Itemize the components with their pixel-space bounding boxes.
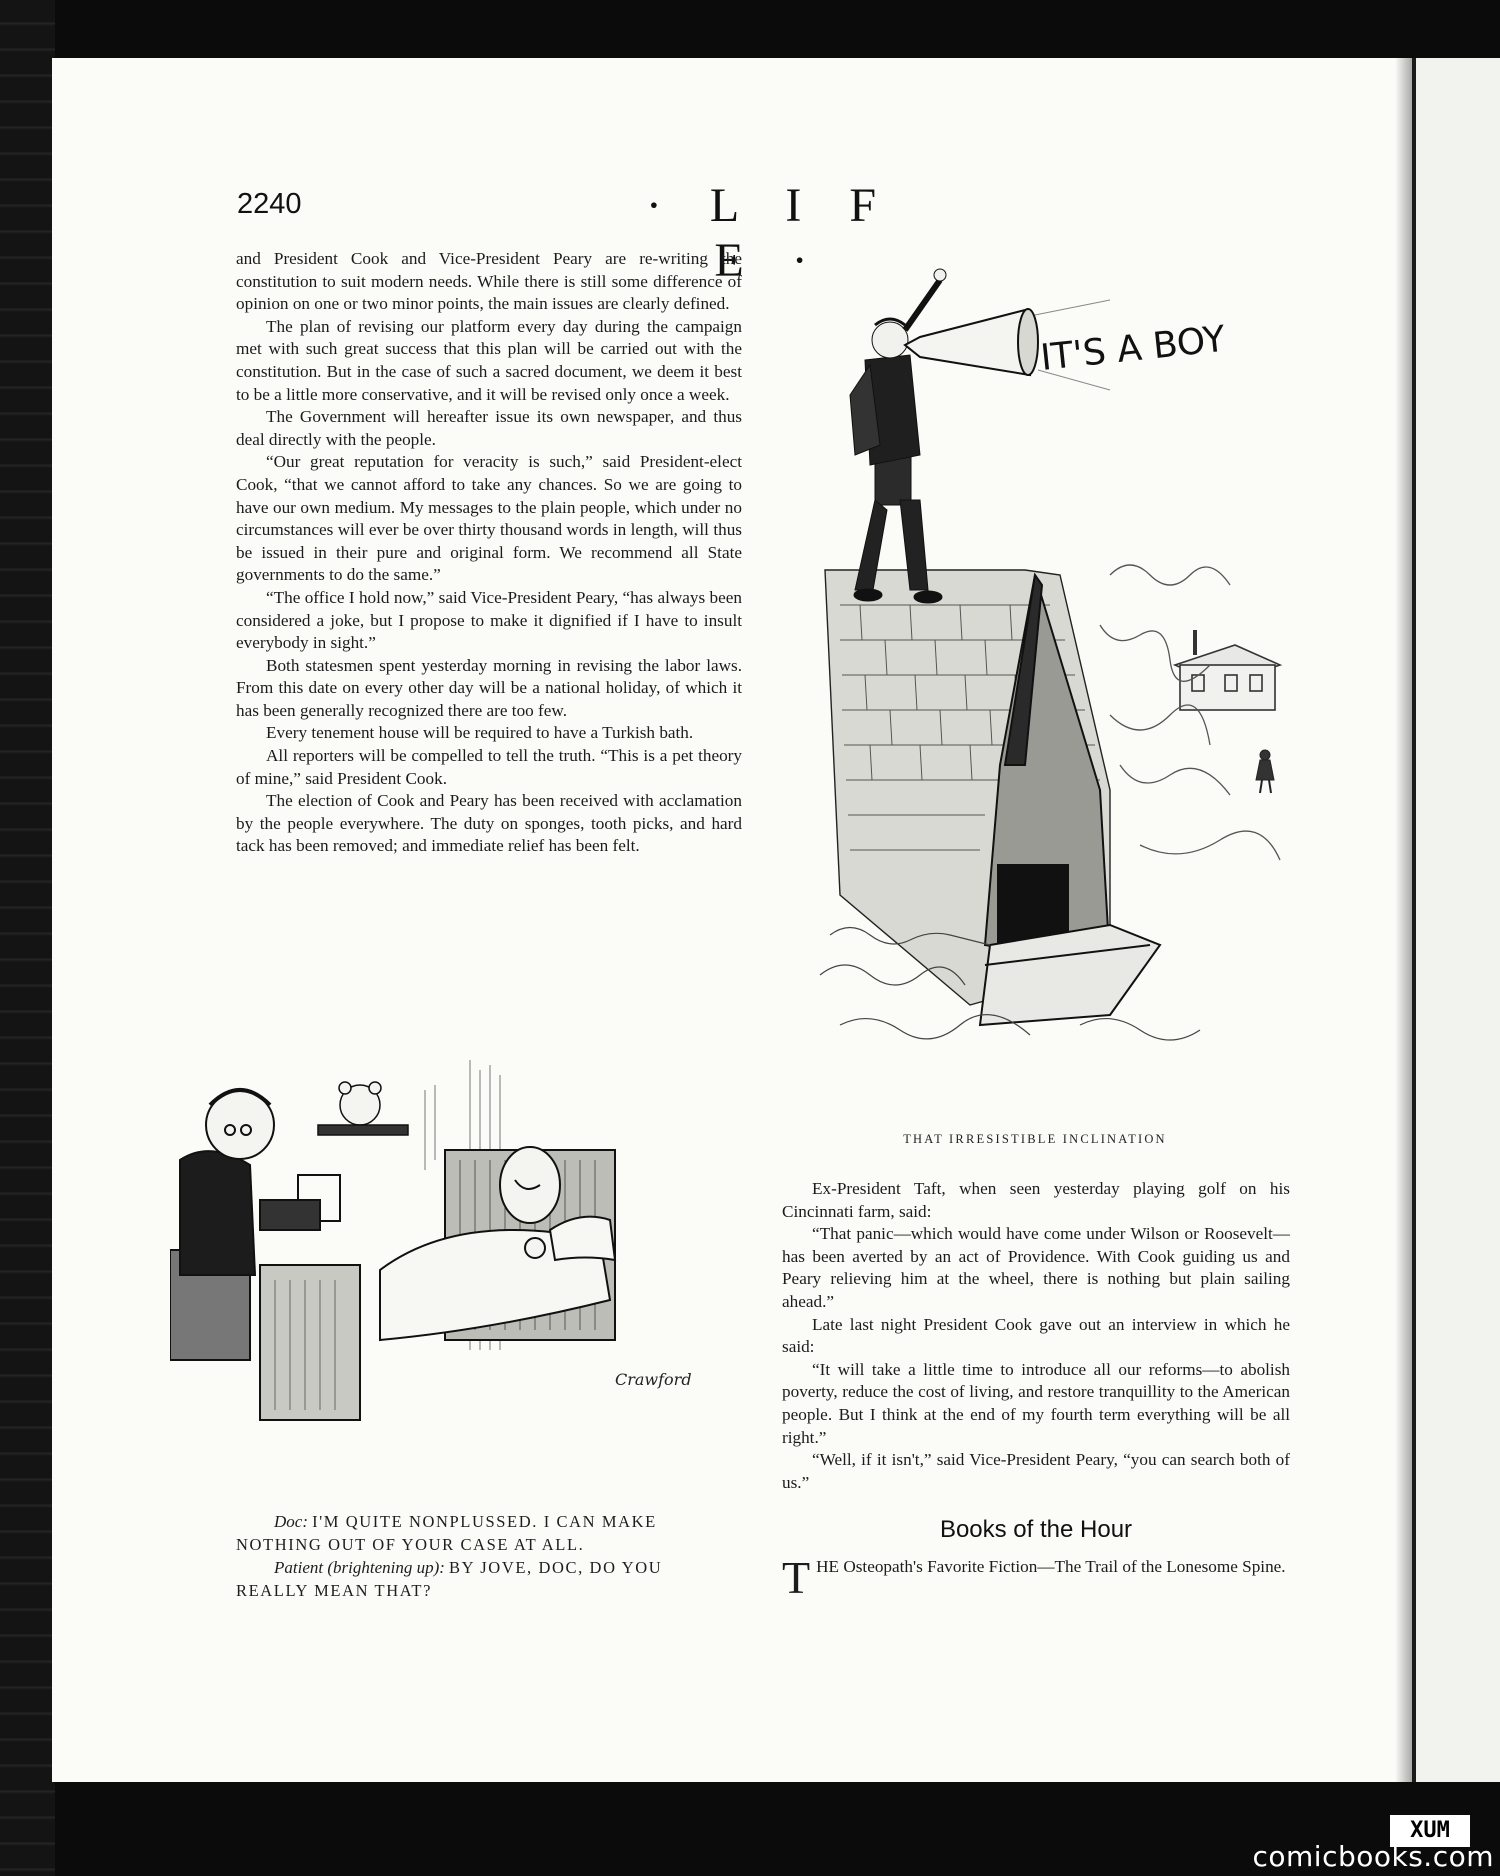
doc-line: I'M QUITE NONPLUSSED. I CAN MAKE NOTHING OUT OF YOUR CASE AT ALL. — [236, 1512, 657, 1554]
paragraph: Late last night President Cook gave out an interview in which he said: — [782, 1314, 1290, 1357]
paragraph: The plan of revising our platform every day during the campaign met with such great success that this plan will be carried out with the constitution. But in the case of such a sacred document, we deem it best to be a little more conservative, and it will be revised only once a week. — [236, 316, 742, 404]
books-of-the-hour-body — [782, 1552, 1290, 1603]
megaphone-shout-text: IT'S A BOY — [1038, 318, 1228, 379]
doctor-patient-cartoon — [170, 1050, 750, 1450]
page-number: 2240 — [237, 188, 302, 220]
distant-house — [1175, 630, 1280, 710]
site-watermark: comicbooks.com — [1252, 1840, 1494, 1873]
paragraph: “The office I hold now,” said Vice-President Peary, “has always been considered a joke, but I propose to make it dignified if I have to insult everybody in sight.” — [236, 587, 742, 653]
xum-badge: XUM — [1390, 1815, 1470, 1847]
masthead: · L I F E · — [645, 179, 895, 287]
patient-speaker: Patient (brightening up): — [274, 1558, 445, 1577]
rooftop-caption: THAT IRRESISTIBLE INCLINATION — [903, 1132, 1167, 1146]
trees-scribble — [1100, 565, 1280, 860]
artist-signature: Crawford — [615, 1370, 692, 1389]
doctor-patient-caption — [236, 1510, 726, 1602]
paragraph: All reporters will be compelled to tell the truth. “This is a pet theory of mine,” said President Cook. — [236, 746, 742, 788]
paragraph: The election of Cook and Peary has been received with acclamation by the people everywhere. The duty on sponges, tooth picks, and hard tack has been removed; and immediate relief has been felt. — [236, 791, 742, 856]
paragraph: “Well, if it isn't,” said Vice-President Peary, “you can search both of us.” — [782, 1450, 1290, 1492]
bed — [260, 1150, 615, 1420]
wall-shelf-clock — [318, 1082, 408, 1135]
books-text: HE Osteopath's Favorite Fiction—The Trail of the Lonesome Spine. — [816, 1557, 1286, 1576]
paragraph: Both statesmen spent yesterday morning in revising the labor laws. From this date on every other day will be a national holiday, of which it has been generally recognized there are too few. — [236, 655, 742, 720]
left-article-column — [236, 248, 742, 858]
scan-border — [0, 0, 55, 1876]
drop-cap: T — [782, 1552, 811, 1603]
right-article-column — [782, 1178, 1290, 1494]
paragraph: “Our great reputation for veracity is such,” said President-elect Cook, “that we cannot afford to take any chances. So we are going to have our own medium. My messages to the plain people, which under no circumstances will ever be over thirty thousand words in length, will thus be issued in their pure and original form. We recommend all State governments to do the same.” — [236, 452, 742, 585]
patient-line: BY JOVE, DOC, DO YOU REALLY MEAN THAT? — [236, 1558, 663, 1600]
books-of-the-hour-heading: Books of the Hour — [939, 1516, 1133, 1543]
child-figure — [1256, 750, 1274, 793]
page-gutter-shadow — [1395, 58, 1413, 1782]
paragraph: “It will take a little time to introduce all our reforms—to abolish poverty, reduce the cost of living, and restore tranquillity to the American people. But I think at the end of my fourth term everything will be all right.” — [782, 1359, 1290, 1447]
paragraph: Ex-President Taft, when seen yesterday playing golf on his Cincinnati farm, said: — [782, 1179, 1290, 1221]
doc-speaker: Doc: — [274, 1512, 308, 1531]
paragraph: and President Cook and Vice-President Peary are re-writing the constitution to suit modern needs. While there is still some difference of opinion on one or two minor points, the main issues are clearly defined. — [236, 249, 742, 314]
next-page-edge — [1412, 58, 1500, 1782]
man-with-megaphone — [850, 269, 946, 603]
rooftop-megaphone-cartoon — [780, 245, 1300, 1105]
paragraph: The Government will hereafter issue its own newspaper, and thus deal directly with the people. — [236, 407, 742, 449]
paragraph: “That panic—which would have come under Wilson or Roosevelt—has been averted by an act of Providence. With Cook guiding us and Peary relieving him at the wheel, there is nothing but plain sailing ahead.” — [782, 1224, 1290, 1311]
paragraph: Every tenement house will be required to have a Turkish bath. — [266, 723, 694, 743]
